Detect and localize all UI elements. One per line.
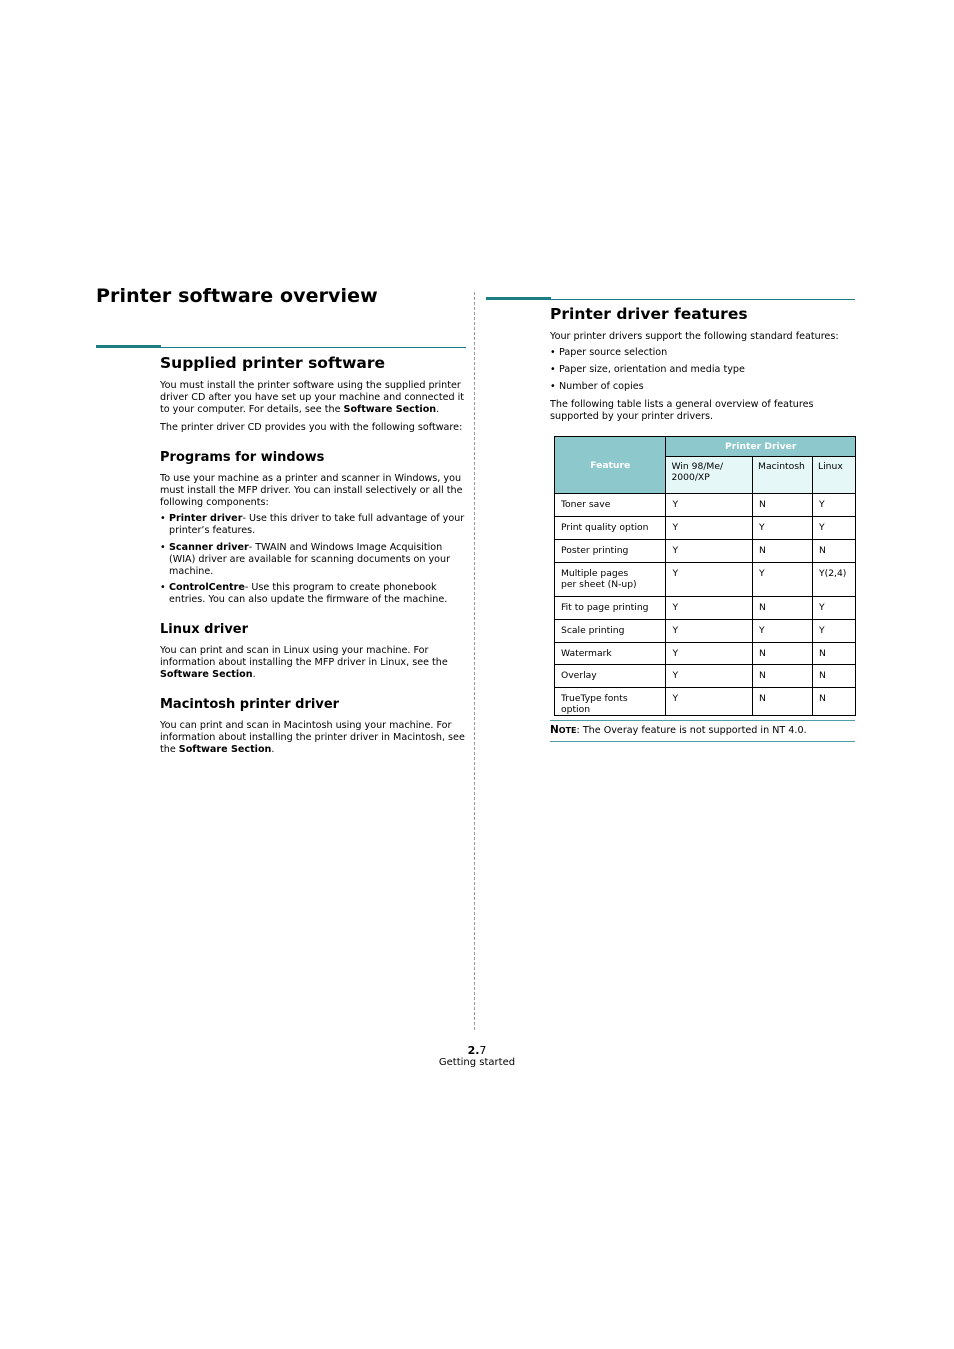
note-label: NOTE	[550, 724, 577, 736]
table-cell-linux: Y	[813, 517, 856, 540]
table-cell-feature: Scale printing	[555, 620, 666, 643]
table-cell-feature: Fit to page printing	[555, 597, 666, 620]
note: NOTE: The Overay feature is not supported in NT 4.0.	[550, 724, 807, 736]
list-item: • Paper source selection	[550, 347, 668, 358]
table-cell-feature: Multiple pages per sheet (N-up)	[555, 563, 666, 597]
table-row	[555, 517, 856, 540]
windows-programs-heading: Programs for windows	[160, 450, 325, 465]
table-cell-linux: Y	[813, 494, 856, 517]
table-cell-feature: Print quality option	[555, 517, 666, 540]
driver-features-intro: Your printer drivers support the following standard features:	[550, 331, 839, 342]
table-cell-macintosh: N	[753, 643, 813, 665]
table-cell-windows: Y	[666, 494, 753, 517]
table-row	[555, 665, 856, 688]
table-cell-feature: Poster printing	[555, 540, 666, 563]
table-cell-feature: Overlay	[555, 665, 666, 688]
windows-programs-intro: To use your machine as a printer and scanner in Windows, you must install the MFP driver. You can install selectively or all the following components:	[160, 473, 463, 508]
section-rule-accent	[96, 345, 161, 348]
table-cell-macintosh: Y	[753, 620, 813, 643]
table-cell-windows: Y	[666, 540, 753, 563]
table-row	[555, 540, 856, 563]
table-cell-macintosh: Y	[753, 563, 813, 597]
table-cell-macintosh: N	[753, 597, 813, 620]
table-cell-windows: Y	[666, 688, 753, 716]
table-row	[555, 643, 856, 665]
table-cell-linux: N	[813, 665, 856, 688]
table-cell-feature: Watermark	[555, 643, 666, 665]
table-cell-windows: Y	[666, 643, 753, 665]
column-divider	[474, 292, 475, 1030]
table-cell-linux: Y(2,4)	[813, 563, 856, 597]
table-header-windows: Win 98/Me/ 2000/XP	[666, 457, 753, 494]
table-row	[555, 597, 856, 620]
table-cell-windows: Y	[666, 563, 753, 597]
table-header-printer-driver: Printer Driver	[666, 437, 856, 457]
table-header-feature: Feature	[555, 437, 666, 494]
list-item: • Printer driver- Use this driver to take full advantage of your printer’s features.	[160, 513, 465, 536]
table-cell-linux: N	[813, 688, 856, 716]
table-intro: The following table lists a general overview of features supported by your printer drivers.	[550, 399, 814, 422]
table-cell-feature: Toner save	[555, 494, 666, 517]
features-table	[554, 436, 856, 716]
table-cell-macintosh: Y	[753, 517, 813, 540]
table-header-macintosh: Macintosh	[753, 457, 813, 494]
table-cell-feature: TrueType fonts option	[555, 688, 666, 716]
table-cell-macintosh: N	[753, 665, 813, 688]
note-top-rule	[550, 720, 855, 721]
table-cell-linux: N	[813, 540, 856, 563]
linux-driver-heading: Linux driver	[160, 622, 249, 637]
list-item: • Number of copies	[550, 381, 644, 392]
supplied-software-heading: Supplied printer software	[160, 354, 386, 372]
page-number: 2.7	[467, 1044, 487, 1057]
table-cell-windows: Y	[666, 517, 753, 540]
list-item: • ControlCentre- Use this program to create phonebook entries. You can also update the firmware of the machine.	[160, 582, 448, 605]
mac-driver-text: You can print and scan in Macintosh using your machine. For information about installing the printer driver in Macintosh, see the Software Section.	[160, 720, 465, 755]
table-cell-windows: Y	[666, 597, 753, 620]
page-title: Printer software overview	[96, 285, 378, 307]
table-row	[555, 494, 856, 517]
table-cell-macintosh: N	[753, 494, 813, 517]
section-rule	[161, 347, 466, 348]
table-row	[555, 563, 856, 597]
table-cell-linux: N	[813, 643, 856, 665]
linux-driver-text: You can print and scan in Linux using your machine. For information about installing the MFP driver in Linux, see the Software Section.	[160, 645, 448, 680]
table-header-linux: Linux	[813, 457, 856, 494]
table-cell-windows: Y	[666, 620, 753, 643]
table-cell-macintosh: N	[753, 688, 813, 716]
mac-driver-heading: Macintosh printer driver	[160, 697, 340, 712]
table-cell-windows: Y	[666, 665, 753, 688]
driver-features-heading: Printer driver features	[550, 305, 748, 323]
table-row	[555, 688, 856, 716]
table-cell-macintosh: N	[753, 540, 813, 563]
windows-components-list	[160, 513, 465, 606]
table-cell-linux: Y	[813, 597, 856, 620]
list-item: • Paper size, orientation and media type	[550, 364, 745, 375]
list-item: • Scanner driver- TWAIN and Windows Image Acquisition (WIA) driver are available for scanning documents on your machine.	[160, 542, 451, 577]
section-rule-accent	[486, 297, 551, 300]
standard-features-list	[550, 347, 855, 393]
table-row	[555, 620, 856, 643]
supplied-software-intro: You must install the printer software using the supplied printer driver CD after you have set up your machine and connected it to your computer. For details, see the Software Section.	[160, 380, 465, 415]
driver-cd-line: The printer driver CD provides you with the following software:	[160, 422, 463, 433]
section-rule	[551, 299, 855, 300]
footer-section: Getting started	[438, 1057, 516, 1068]
note-bottom-rule	[550, 741, 855, 742]
table-cell-linux: Y	[813, 620, 856, 643]
